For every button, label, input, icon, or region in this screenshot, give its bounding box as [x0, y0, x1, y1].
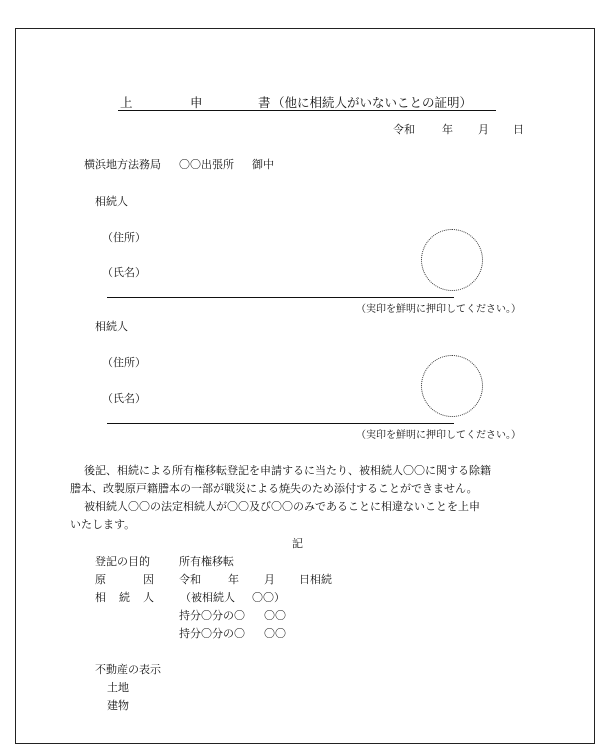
title-char-shin: 申	[190, 95, 203, 110]
title-underline	[118, 110, 496, 111]
decedent-name: 〇〇）	[252, 591, 285, 604]
cause-year: 年	[228, 573, 239, 586]
property-land: 土地	[107, 681, 129, 694]
cause-month: 月	[264, 573, 275, 586]
share-1: 持分〇分の〇	[179, 609, 245, 622]
heir-2-seal-circle	[421, 355, 483, 417]
purpose-value: 所有権移転	[179, 555, 234, 568]
purpose-label: 登記の目的	[95, 555, 150, 568]
heir-1-name-label: （氏名）	[102, 266, 146, 279]
heir-1-label: 相続人	[95, 195, 128, 208]
heir-label-char-2: 続	[119, 591, 130, 604]
date-year: 年	[442, 123, 453, 136]
title-subtitle: （他に相続人がいないことの証明）	[272, 95, 473, 110]
title-char-ue: 上	[120, 95, 133, 110]
heir-2-label: 相続人	[95, 320, 128, 333]
body-line-3: 被相続人〇〇の法定相続人が〇〇及び〇〇のみであることに相違ないことを上申	[84, 500, 480, 513]
heir-2-signature-line	[107, 423, 454, 424]
property-building: 建物	[107, 699, 129, 712]
heir-2-address-label: （住所）	[102, 356, 146, 369]
decedent-label: （被相続人	[180, 591, 235, 604]
cause-label-char-2: 因	[143, 573, 154, 586]
date-era: 令和	[393, 123, 415, 136]
heir-1-seal-circle	[421, 229, 483, 291]
addressee-honorific: 御中	[252, 158, 274, 171]
heir-1-seal-note: （実印を鮮明に押印してください。）	[356, 304, 521, 315]
cause-label-char-1: 原	[95, 573, 106, 586]
share-2-name: 〇〇	[264, 627, 286, 640]
document-title	[118, 95, 496, 111]
share-2: 持分〇分の〇	[179, 627, 245, 640]
heir-label-char-3: 人	[143, 591, 154, 604]
share-1-name: 〇〇	[264, 609, 286, 622]
date-month: 月	[478, 123, 489, 136]
heir-2-name-label: （氏名）	[102, 392, 146, 405]
cause-day: 日相続	[299, 573, 332, 586]
ki-heading: 記	[292, 537, 303, 550]
heir-label-char-1: 相	[95, 591, 106, 604]
cause-era: 令和	[179, 573, 201, 586]
title-char-sho: 書	[258, 95, 271, 110]
document-page	[15, 28, 595, 744]
property-heading: 不動産の表示	[95, 663, 161, 676]
heir-1-signature-line	[107, 297, 454, 298]
body-line-1: 後記、相続による所有権移転登記を申請するに当たり、被相続人〇〇に関する除籍	[84, 464, 491, 477]
date-day: 日	[513, 123, 524, 136]
addressee-branch: 〇〇出張所	[179, 158, 234, 171]
heir-2-seal-note: （実印を鮮明に押印してください。）	[356, 430, 521, 441]
addressee-office: 横浜地方法務局	[84, 158, 161, 171]
body-line-4: いたします。	[70, 518, 136, 531]
body-line-2: 謄本、改製原戸籍謄本の一部が戦災による焼失のため添付することができません。	[70, 482, 478, 495]
heir-1-address-label: （住所）	[102, 231, 146, 244]
